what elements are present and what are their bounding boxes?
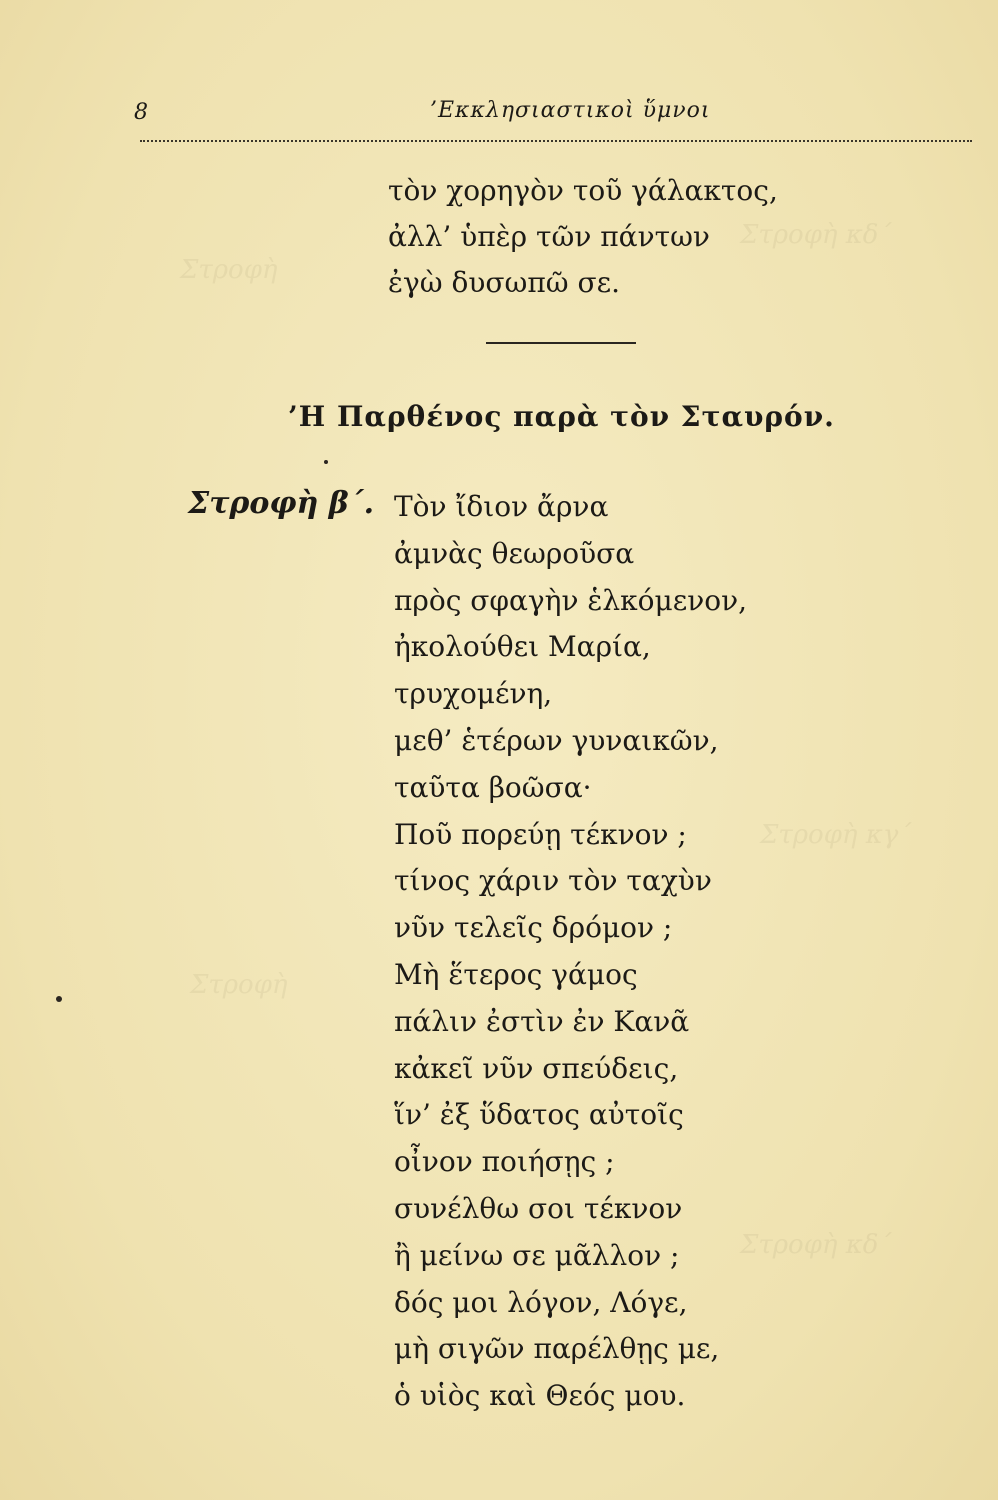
verse-line: ἠκολούθει Μαρία,: [394, 630, 651, 664]
verse-line: ὁ υἱὸς καὶ Θεός μου.: [394, 1379, 686, 1413]
verse-line: Τὸν ἴδιον ἄρνα: [394, 490, 609, 523]
verse-line: ἀμνὰς θεωροῦσα: [394, 536, 635, 570]
verse-line: δός μοι λόγον, Λόγε,: [394, 1285, 688, 1319]
strophe-label: Στροφὴ β΄.: [188, 486, 375, 521]
verse-line: κἀκεῖ νῦν σπεύδεις,: [394, 1051, 679, 1085]
verse-line: συνέλθω σοι τέκνον: [394, 1191, 683, 1225]
running-title: ’Εκκλησιαστικοὶ ὕμνοι: [430, 98, 711, 123]
verse-line: τὸν χορηγὸν τοῦ γάλακτος,: [388, 174, 778, 207]
verse-line: νῦν τελεῖς δρόμον ;: [394, 911, 673, 945]
verse-line: ἢ μείνω σε μᾶλλον ;: [394, 1238, 680, 1272]
verse-line: ταῦτα βοῶσα·: [394, 770, 592, 804]
verse-line: Μὴ ἕτερος γάμος: [394, 957, 638, 991]
header-rule: [140, 140, 972, 142]
verse-line: μὴ σιγῶν παρέλθῃς με,: [394, 1332, 720, 1366]
verse-line: μεθ’ ἑτέρων γυναικῶν,: [394, 723, 719, 757]
show-through-text: Στροφὴ: [180, 255, 278, 285]
show-through-text: Στροφὴ κδ΄: [740, 220, 892, 250]
verse-line: τρυχομένη,: [394, 677, 553, 711]
show-through-text: Στροφὴ: [190, 970, 288, 1000]
verse-line: Ποῦ πορεύῃ τέκνον ;: [394, 817, 687, 851]
show-through-text: Στροφὴ κδ΄: [740, 1230, 892, 1260]
verse-line: οἶνον ποιήσῃς ;: [394, 1145, 615, 1179]
verse-line: πάλιν ἐστὶν ἐν Κανᾶ: [394, 1004, 690, 1038]
section-title: ’Η Παρθένος παρὰ τὸν Σταυρόν.: [288, 400, 835, 433]
section-divider: [486, 342, 636, 344]
ink-speck: [324, 460, 328, 464]
verse-line: ἐγὼ δυσωπῶ σε.: [388, 266, 620, 299]
page-number: 8: [134, 100, 148, 125]
show-through-text: Στροφὴ κγ΄: [760, 820, 912, 850]
verse-line: τίνος χάριν τὸν ταχὺν: [394, 864, 712, 898]
verse-line: ἵν’ ἐξ ὕδατος αὐτοῖς: [394, 1098, 684, 1132]
verse-line: ἀλλ’ ὑπὲρ τῶν πάντων: [388, 220, 710, 253]
verse-line: πρὸς σφαγὴν ἑλκόμενον,: [394, 583, 747, 617]
verse-block-strophe: [394, 484, 747, 1420]
verse-block-top: [388, 168, 778, 306]
ink-speck: [56, 996, 62, 1002]
